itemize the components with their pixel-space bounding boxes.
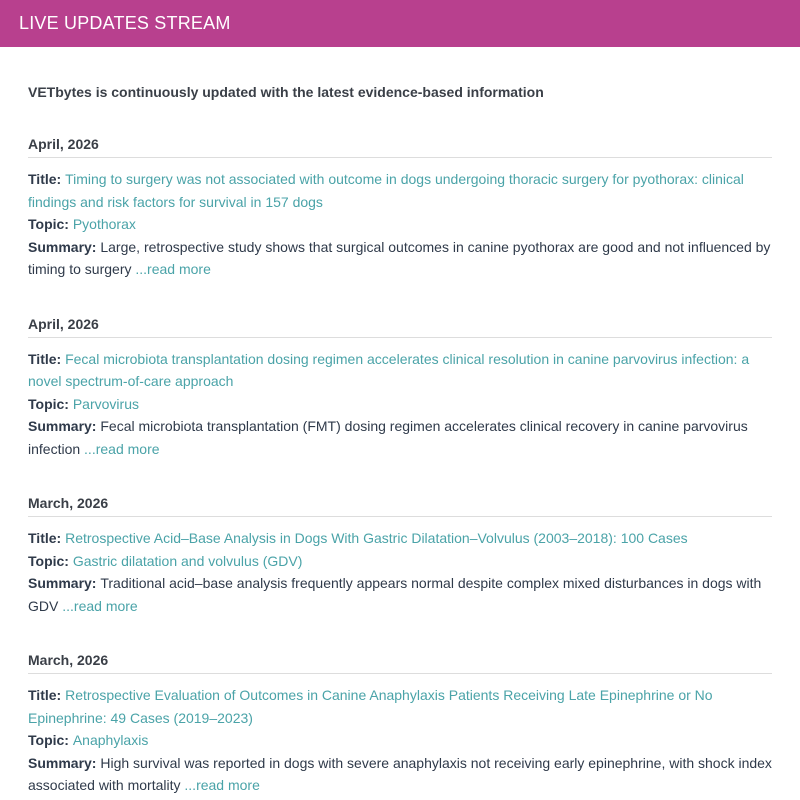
update-entry [28, 652, 772, 797]
read-more-link[interactable]: ...read more [62, 597, 138, 614]
update-entry [28, 136, 772, 281]
topic-label: Topic: [28, 552, 73, 569]
header-title: LIVE UPDATES STREAM [19, 13, 231, 33]
entry-summary-row [28, 236, 772, 281]
main-content [0, 47, 800, 797]
entry-topic-link[interactable]: Gastric dilatation and volvulus (GDV) [72, 552, 303, 569]
summary-label: Summary: [28, 418, 101, 434]
entry-summary: Large, retrospective study shows that surgical outcomes in canine pyothorax are good and not influenced by timing to surgery [28, 238, 771, 277]
topic-label: Topic: [28, 395, 73, 412]
entry-topic-row [28, 213, 772, 236]
entry-title-row [28, 168, 772, 213]
entry-title-link[interactable]: Retrospective Evaluation of Outcomes in Canine Anaphylaxis Patients Receiving Late Epinephrine or No Epinephrine: 49 Cases (2019–2023) [28, 687, 713, 726]
entry-title-link[interactable]: Fecal microbiota transplantation dosing regimen accelerates clinical resolution in canine parvovirus infection: a novel spectrum-of-care approach [28, 350, 750, 389]
summary-label: Summary: [28, 754, 101, 771]
page-header [0, 0, 800, 47]
entry-title-link[interactable]: Retrospective Acid–Base Analysis in Dogs With Gastric Dilatation–Volvulus (2003–2018): 100 Cases [65, 530, 688, 546]
entry-topic-row [28, 729, 772, 752]
entry-summary-row [28, 752, 772, 797]
entry-topic-link[interactable]: Anaphylaxis [72, 732, 149, 748]
update-entry [28, 316, 772, 461]
title-label: Title: [28, 350, 66, 367]
title-label: Title: [28, 530, 66, 546]
entry-topic-link[interactable]: Pyothorax [72, 216, 136, 232]
read-more-link[interactable]: ...read more [135, 261, 211, 277]
title-label: Title: [28, 171, 66, 187]
entry-topic-row [28, 550, 772, 573]
summary-label: Summary: [28, 238, 101, 255]
topic-label: Topic: [28, 732, 73, 748]
entry-date: March, 2026 [28, 495, 772, 517]
entry-title-row [28, 527, 772, 550]
entry-summary: Traditional acid–base analysis frequently appears normal despite complex mixed disturbances in dogs with GDV [28, 575, 762, 614]
entry-title-link[interactable]: Timing to surgery was not associated with outcome in dogs undergoing thoracic surgery for pyothorax: clinical findings and risk factors for survival in 157 dogs [28, 171, 744, 210]
entry-topic-link[interactable]: Parvovirus [72, 395, 139, 412]
intro-text: VETbytes is continuously updated with the latest evidence-based information [28, 84, 544, 100]
summary-label: Summary: [28, 575, 101, 591]
entry-summary: High survival was reported in dogs with severe anaphylaxis not receiving early epinephrine, with shock index associated with mortality [28, 754, 772, 793]
entry-date: April, 2026 [28, 136, 772, 158]
entry-date: March, 2026 [28, 652, 772, 674]
entry-summary: Fecal microbiota transplantation (FMT) dosing regimen accelerates clinical recovery in canine parvovirus infection [28, 418, 748, 457]
entry-topic-row [28, 393, 772, 416]
entry-title-row [28, 684, 772, 729]
title-label: Title: [28, 687, 66, 703]
entry-date: April, 2026 [28, 316, 772, 338]
entry-title-row [28, 348, 772, 393]
read-more-link[interactable]: ...read more [84, 440, 160, 457]
entry-summary-row [28, 415, 772, 460]
topic-label: Topic: [28, 216, 73, 232]
entry-summary-row [28, 572, 772, 617]
update-entry [28, 495, 772, 617]
read-more-link[interactable]: ...read more [184, 777, 260, 793]
